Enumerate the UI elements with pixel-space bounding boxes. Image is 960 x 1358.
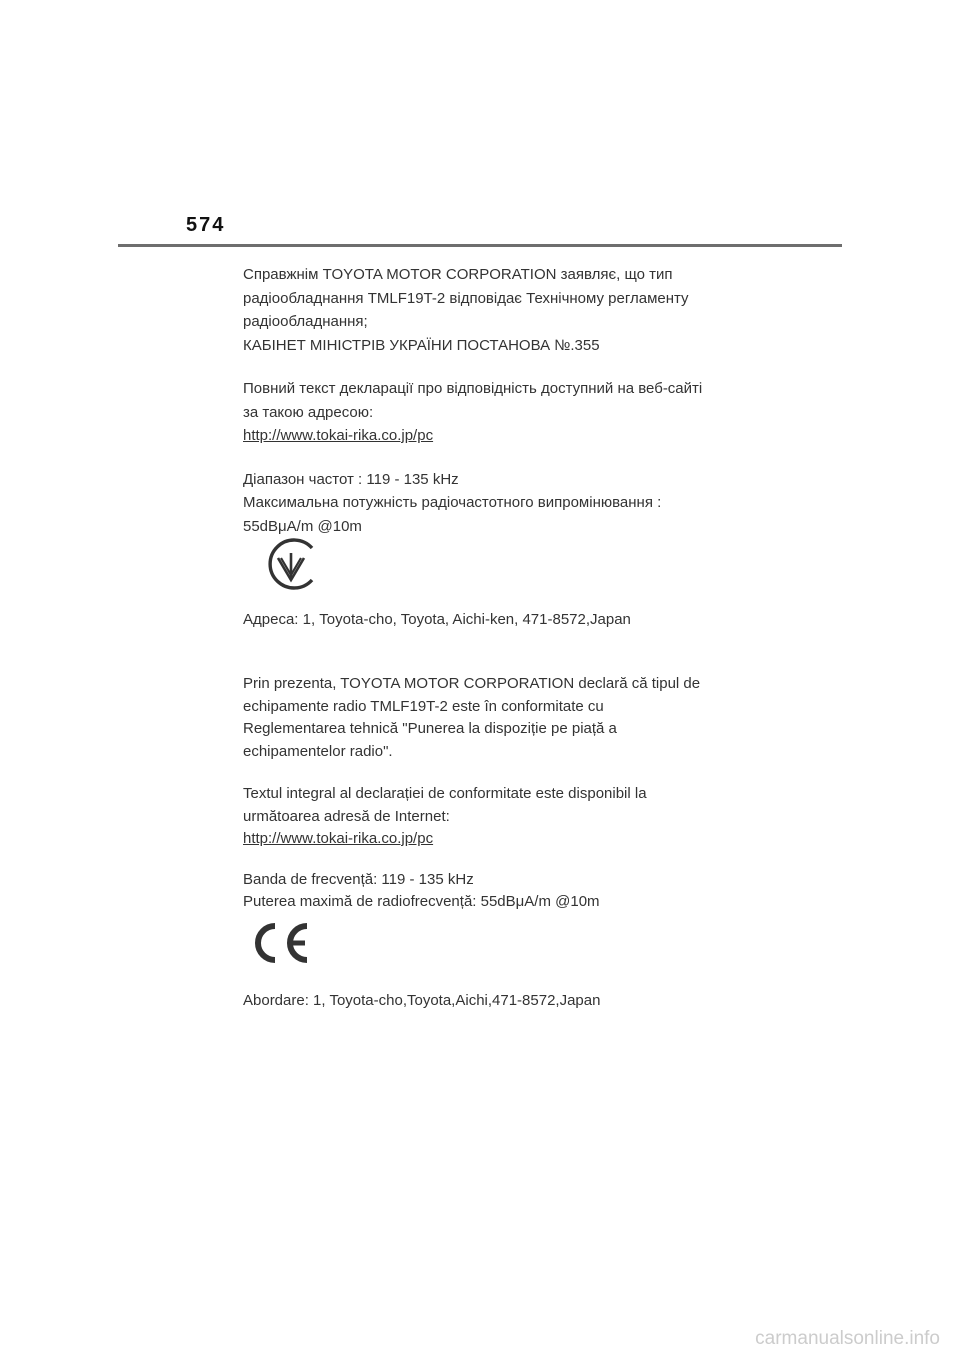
ro-declaration-line: Prin prezenta, TOYOTA MOTOR CORPORATION declară că tipul de [243,675,701,692]
spacer [243,448,803,468]
ro-full-text-line: următoarea adresă de Internet: [243,807,450,825]
ua-power-line: Максимальна потужність радіочастотного випромінювання : [243,494,662,511]
ro-full-text-line: Textul integral al declarației de conformitate este disponibil la [243,785,647,802]
ro-declaration-line: echipamentelor radio". [243,742,393,760]
ro-power: Puterea maximă de radiofrecvență: 55dBμA/m @10m [243,893,600,910]
ua-declaration-line: Справжнім TOYOTA MOTOR CORPORATION заявляє, що тип [243,266,673,283]
ro-declaration-line: Reglementarea tehnică "Punerea la dispoziție pe piață a [243,720,617,737]
spacer [243,851,803,869]
watermark: carmanualsonline.info [755,1328,940,1349]
ua-full-text-line: Повний текст декларації про відповідність доступний на веб-сайті [243,380,703,397]
romanian-declaration [243,673,803,914]
ro-frequency: Banda de frecvență: 119 - 135 kHz [243,870,474,888]
ro-declaration-link[interactable]: http://www.tokai-rika.co.jp/pc [243,830,434,847]
ua-declaration-line: радіообладнання TMLF19T-2 відповідає Технічному регламенту [243,289,689,307]
page-number: 574 [186,214,226,236]
ce-mark-icon [249,919,315,967]
ua-frequency: Діапазон частот : 119 - 135 kHz [243,470,459,488]
ua-declaration-line: КАБІНЕТ МІНІСТРІВ УКРАЇНИ ПОСТАНОВА №.355 [243,336,600,354]
spacer [243,357,803,377]
ro-address-block [243,990,803,1013]
ukrainian-declaration [243,263,803,538]
ua-address-block [243,608,803,632]
spacer [243,763,803,783]
ua-conformity-mark-icon [262,535,320,593]
ua-declaration-line: радіообладнання; [243,313,368,330]
ua-address: Адреса: 1, Toyota-cho, Toyota, Aichi-ken, 471-8572,Japan [243,611,631,628]
ro-address: Abordare: 1, Toyota-cho,Toyota,Aichi,471-8572,Japan [243,992,601,1009]
header-rule [118,244,842,247]
ua-declaration-link[interactable]: http://www.tokai-rika.co.jp/pc [243,427,434,444]
ua-full-text-line: за такою адресою: [243,403,374,421]
ro-declaration-line: echipamente radio TMLF19T-2 este în conformitate cu [243,697,604,715]
ua-power-line: 55dBμA/m @10m [243,517,362,535]
